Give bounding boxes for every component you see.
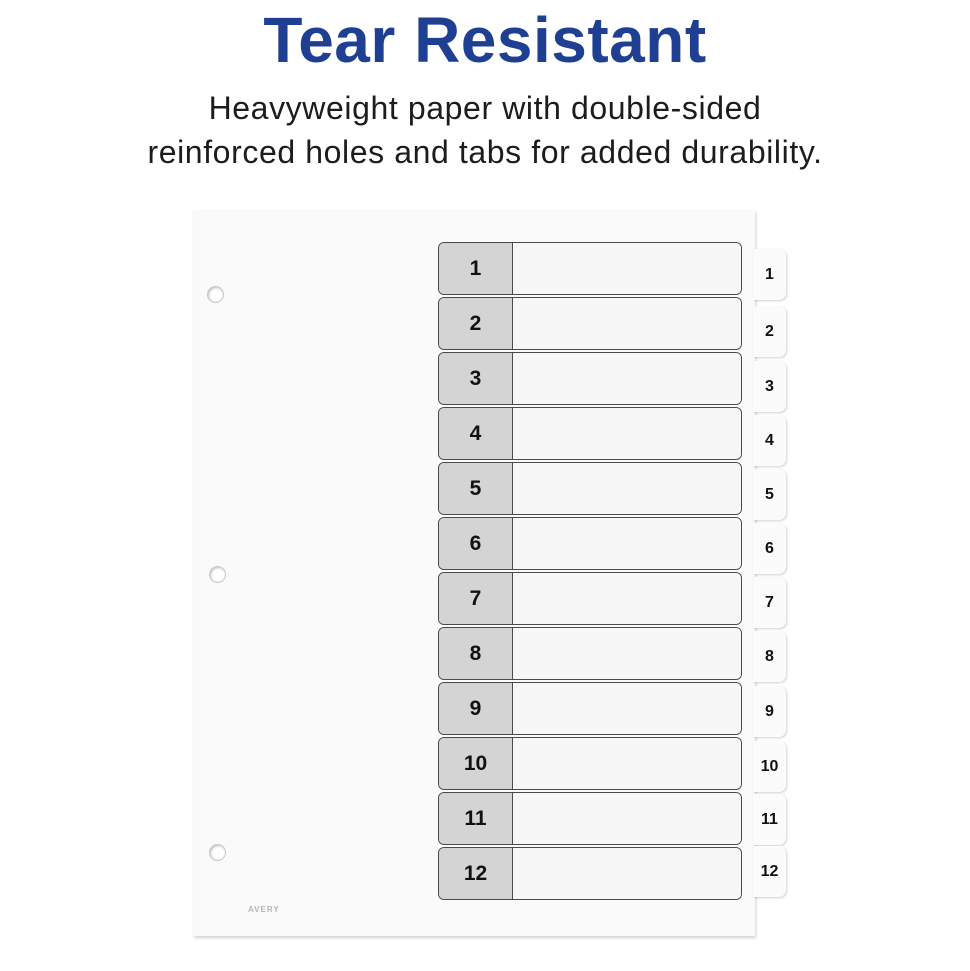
divider-tab-12: 12 xyxy=(753,846,786,897)
toc-number: 5 xyxy=(439,463,513,514)
toc-row xyxy=(438,682,742,735)
punch-hole-bottom xyxy=(209,844,226,861)
divider-tab-4: 4 xyxy=(753,415,786,466)
toc-entry-field xyxy=(513,518,741,569)
toc-entry-field xyxy=(513,628,741,679)
toc-entry-field xyxy=(513,353,741,404)
divider-tab-10: 10 xyxy=(753,741,786,792)
subtitle-line-1: Heavyweight paper with double-sided xyxy=(208,90,762,126)
toc-number: 3 xyxy=(439,353,513,404)
toc-row xyxy=(438,297,742,350)
toc-row xyxy=(438,627,742,680)
toc-row xyxy=(438,847,742,900)
divider-tab-2: 2 xyxy=(753,306,786,357)
table-of-contents xyxy=(438,242,742,902)
toc-entry-field xyxy=(513,298,741,349)
toc-number: 7 xyxy=(439,573,513,624)
subtitle xyxy=(0,86,970,174)
toc-number: 8 xyxy=(439,628,513,679)
toc-row xyxy=(438,572,742,625)
punch-hole-top xyxy=(207,286,224,303)
toc-number: 9 xyxy=(439,683,513,734)
toc-entry-field xyxy=(513,408,741,459)
divider-tab-11: 11 xyxy=(753,794,786,845)
headline: Tear Resistant xyxy=(263,4,707,76)
divider-tab-7: 7 xyxy=(753,577,786,628)
toc-row xyxy=(438,352,742,405)
toc-row xyxy=(438,792,742,845)
divider-tab-3: 3 xyxy=(753,361,786,412)
toc-number: 2 xyxy=(439,298,513,349)
toc-row xyxy=(438,462,742,515)
toc-row xyxy=(438,407,742,460)
divider-tab-6: 6 xyxy=(753,523,786,574)
toc-row xyxy=(438,737,742,790)
toc-entry-field xyxy=(513,738,741,789)
toc-row xyxy=(438,517,742,570)
toc-entry-field xyxy=(513,683,741,734)
toc-entry-field xyxy=(513,848,741,899)
toc-entry-field xyxy=(513,573,741,624)
subtitle-line-2: reinforced holes and tabs for added durability. xyxy=(147,134,823,170)
brand-logo: AVERY xyxy=(248,905,280,914)
divider-tab-5: 5 xyxy=(753,469,786,520)
divider-tab-1: 1 xyxy=(753,249,786,300)
toc-entry-field xyxy=(513,793,741,844)
toc-entry-field xyxy=(513,463,741,514)
punch-hole-middle xyxy=(209,566,226,583)
toc-number: 6 xyxy=(439,518,513,569)
divider-tab-9: 9 xyxy=(753,686,786,737)
divider-tab-8: 8 xyxy=(753,631,786,682)
toc-row xyxy=(438,242,742,295)
toc-number: 12 xyxy=(439,848,513,899)
toc-entry-field xyxy=(513,243,741,294)
toc-number: 11 xyxy=(439,793,513,844)
toc-number: 10 xyxy=(439,738,513,789)
toc-number: 4 xyxy=(439,408,513,459)
toc-number: 1 xyxy=(439,243,513,294)
